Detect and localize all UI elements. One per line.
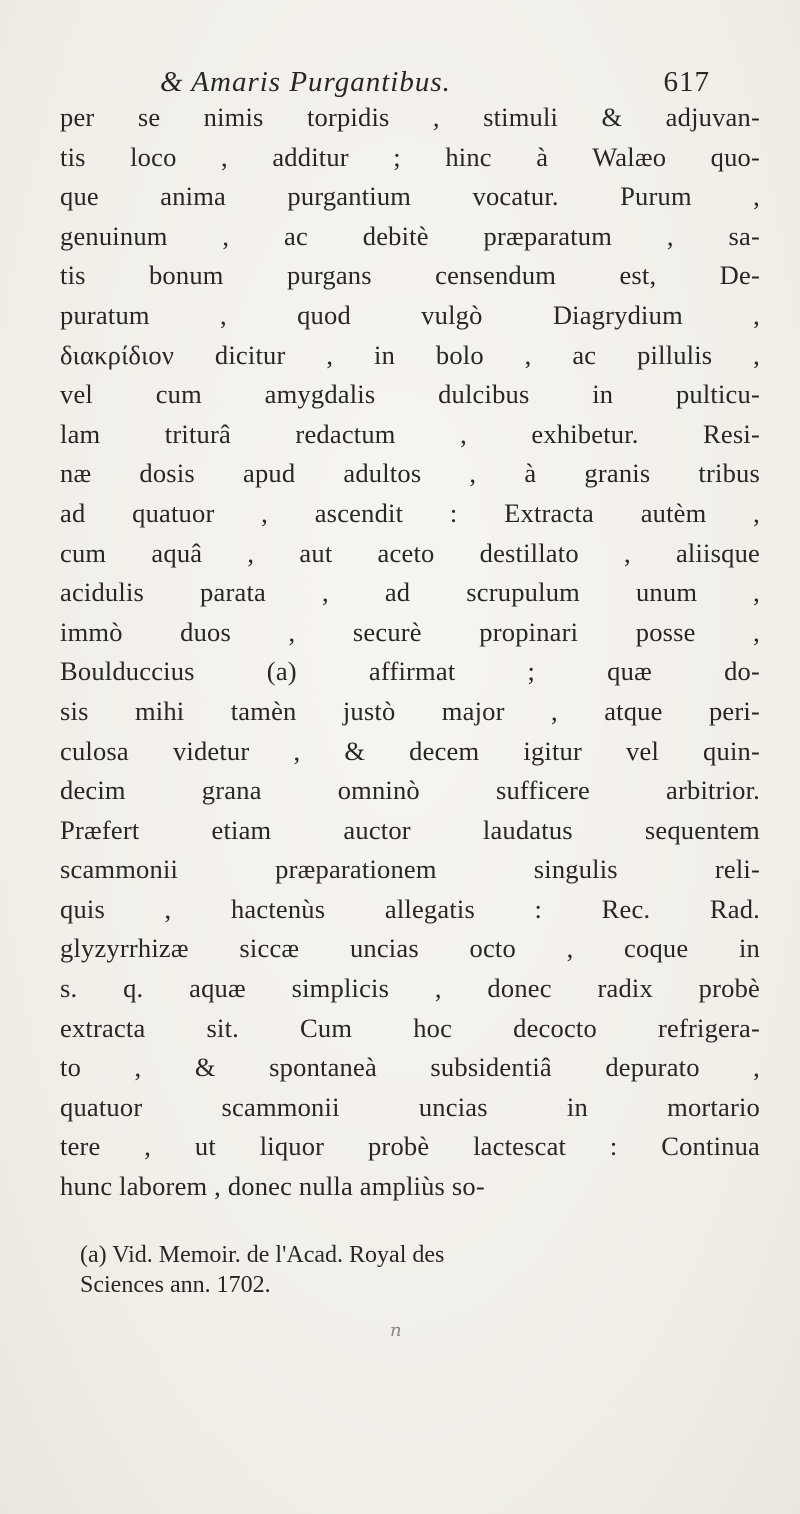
text-line: per se nimis torpidis , stimuli & adjuvan-: [60, 102, 760, 132]
text-line: acidulis parata , ad scrupulum unum ,: [60, 577, 760, 608]
text-line: tere , ut liquor probè lactescat : Continua: [60, 1131, 760, 1162]
text-line: Boulduccius (a) affirmat ; quæ do-: [60, 656, 760, 687]
text-line: cum aquâ , aut aceto destillato , aliisque: [60, 537, 760, 568]
text-line: puratum , quod vulgò Diagrydium ,: [60, 299, 760, 330]
text-line: que anima purgantium vocatur. Purum ,: [60, 181, 760, 212]
text-line: scammonii præparationem singulis reli-: [60, 854, 760, 885]
text-line: vel cum amygdalis dulcibus in pulticu-: [60, 379, 760, 410]
body-text: [60, 98, 760, 1207]
text-line: quatuor scammonii uncias in mortario: [60, 1091, 760, 1122]
running-head-title: & Amaris Purgantibus.: [160, 66, 451, 98]
text-line: to , & spontaneà subsidentiâ depurato ,: [60, 1052, 760, 1083]
text-line: διακρίδιον dicitur , in bolo , ac pillulis ,: [60, 339, 760, 370]
text-line: lam triturâ redactum , exhibetur. Resi-: [60, 418, 760, 449]
footnote-line: (a) Vid. Memoir. de l'Acad. Royal des: [80, 1242, 445, 1268]
text-line: culosa videtur , & decem igitur vel quin-: [60, 735, 760, 766]
page-number: 617: [663, 66, 710, 98]
stray-mark: n: [390, 1320, 402, 1341]
text-line: hunc laborem , donec nulla ampliùs so-: [60, 1171, 485, 1202]
text-line: genuinum , ac debitè præparatum , sa-: [60, 220, 760, 251]
text-line: tis loco , additur ; hinc à Walæo quo-: [60, 141, 760, 172]
text-line: Præfert etiam auctor laudatus sequentem: [60, 814, 760, 845]
text-line: extracta sit. Cum hoc decocto refrigera-: [60, 1012, 760, 1043]
text-line: quis , hactenùs allegatis : Rec. Rad.: [60, 893, 760, 924]
text-line: glyzyrrhizæ siccæ uncias octo , coque in: [60, 933, 760, 964]
text-line: tis bonum purgans censendum est, De-: [60, 260, 760, 291]
text-line: næ dosis apud adultos , à granis tribus: [60, 458, 760, 489]
text-line: decim grana omninò sufficere arbitrior.: [60, 775, 760, 806]
footnote-line: Sciences ann. 1702.: [80, 1272, 271, 1298]
text-line: s. q. aquæ simplicis , donec radix probè: [60, 973, 760, 1004]
footnote: [80, 1240, 720, 1300]
text-line: immò duos , securè propinari posse ,: [60, 616, 760, 647]
text-line: sis mihi tamèn justò major , atque peri-: [60, 695, 760, 726]
text-line: ad quatuor , ascendit : Extracta autèm ,: [60, 497, 760, 528]
